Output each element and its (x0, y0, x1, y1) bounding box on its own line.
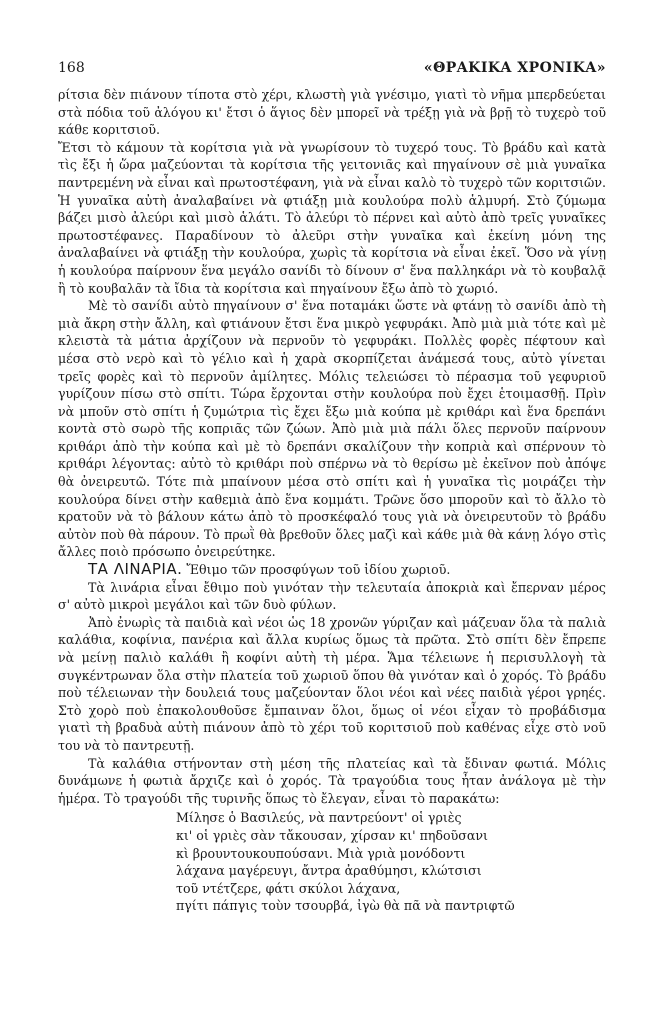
verse-line: λάχανα μαγέρευγι, ἄντρα ἀραθύμησι, κλώτσισι (176, 863, 482, 879)
paragraph-2: Ἔτσι τὸ κάμουν τὰ κορίτσια γιὰ νὰ γνωρίσουν τὸ τυχερό τους. Τὸ βράδυ καὶ κατὰ τὶς ἔξι ἡ ὥρα μαζεύονται τὰ κορίτσια τῆς γειτονιᾶς καὶ πηγαίνουν σὲ μιὰ γυναῖκα παντρεμένη νὰ εἶναι καὶ πρωτοστέφανη, γιὰ νὰ εἶναι καλὸ τὸ τυχερὸ τῶν κοριτσιῶν. Ἡ γυναῖκα αὐτὴ ἀναλαβαίνει νὰ φτιάξῃ μιὰ κουλούρα πολὺ ἁλμυρή. Στὸ ζύμωμα βάζει μισὸ ἀλεύρι καὶ μισὸ ἁλάτι. Τὸ ἀλεύρι τὸ πέρνει καὶ αὐτὸ ἀπὸ τρεῖς γυναῖκες πρωτοστέφανες. Παραδίνουν τὸ ἀλεῦρι στὴν γυναῖκα καὶ ἐκείνη μόνη της ἀναλαβαίνει νὰ φτιάξῃ τὴν κουλούρα, χωρὶς τὰ κορίτσια νὰ εἶναι ἐκεῖ. Ὅσο νὰ γίνῃ ἡ κουλούρα παίρνουν ἕνα μεγάλο σανίδι τὸ δίνουν σ' ἕνα παλληκάρι νὰ τὸ κουβαλᾷ ἢ τὸ κουβαλᾶν τὰ ἴδια τὰ κορίτσια καὶ πηγαίνουν ἔξω ἀπὸ τὸ χωριό. (58, 139, 606, 296)
verse-line: κὶ βρουντουκουπούσανι. Μιὰ γριὰ μονόδοντι (176, 845, 466, 861)
verse-line: κι' οἱ γριὲς σὰν τἄκουσαν, χίρσαν κι' πηδοῦσανι (176, 827, 488, 843)
section-heading-subtitle: Ἔθιμο τῶν προσφύγων τοῦ ἰδίου χωριοῦ. (182, 562, 451, 578)
document-page (58, 60, 606, 915)
verse-line: πγίτι πάπγις τοὺν τσουρβά, ἰγὼ θὰ πᾶ νὰ παντριφτῶ (176, 898, 515, 914)
section-heading: ΤΑ ΛΙΝΑΡΙΑ. (88, 560, 183, 579)
body-text (58, 86, 606, 807)
song-verses (176, 809, 606, 915)
verse-line: τοῦ ντέτζερε, φάτι σκύλοι λάχανα, (176, 880, 401, 896)
page-number: 168 (58, 60, 85, 76)
section-paragraph-2: Ἀπὸ ἐνωρὶς τὰ παιδιὰ καὶ νέοι ὡς 18 χρονῶν γύριζαν καὶ μάζευαν ὅλα τὰ παλιὰ καλάθια, κοφίνια, πανέρια καὶ ἄλλα κυρίως ὅμως τὰ πρῶτα. Στὸ σπίτι δὲν ἔπρεπε νὰ μείνῃ παλιὸ καλάθι ἢ κοφίνι αὐτὴ τὴ μέρα. Ἅμα τέλειωνε ἡ περισυλλογὴ τὰ συγκέντρωναν ὅλα στὴν πλατεία τοῦ χωριοῦ ὅπου θὰ γινόταν καὶ ὁ χορός. Τὸ βράδυ ποὺ τέλειωναν τὴν δουλειά τους μαζεύονταν ὅλοι νέοι καὶ νέες παιδιὰ γέροι γρηές. Στὸ χορὸ ποὺ ἐπακολουθοῦσε ἔμπαιναν ὅλοι, ὅμως οἱ νέοι εἶχαν τὸ προβάδισμα γιατὶ τὴ βραδυὰ αὐτὴ πιάνουν ἀπὸ τὸ χέρι τοῦ κοριτσιοῦ ποὺ καθένας εἶχε στὸ νοῦ του νὰ τὸ παντρευτῇ. (58, 614, 606, 753)
section-paragraph-3: Τὰ καλάθια στήνονταν στὴ μέση τῆς πλατείας καὶ τὰ ἔδιναν φωτιά. Μόλις δυνάμωνε ἡ φωτιὰ ἄρχιζε καὶ ὁ χορός. Τὰ τραγούδια τους ἦταν ἀνάλογα μὲ τὴν ἡμέρα. Τὸ τραγούδι τῆς τυρινῆς ὅπως τὸ ἔλεγαν, εἶναι τὸ παρακάτω: (58, 755, 606, 806)
verse-line: Μίλησε ὁ Βασιλεύς, νὰ παντρεύοντ' οἱ γριὲς (176, 810, 462, 826)
paragraph-3: Μὲ τὸ σανίδι αὐτὸ πηγαίνουν σ' ἕνα ποταμάκι ὥστε νὰ φτάνῃ τὸ σανίδι ἀπὸ τὴ μιὰ ἄκρη στὴν ἄλλη, καὶ φτιάνουν ἔτσι ἕνα μικρὸ γεφυράκι. Ἀπὸ μιὰ μιὰ τότε καὶ μὲ κλειστὰ τὰ μάτια ἀρχίζουν νὰ περνοῦν τὸ γεφυράκι. Πολλὲς φορὲς πέφτουν καὶ μέσα στὸ νερὸ καὶ τὸ γέλιο καὶ ἡ χαρὰ σκορπίζεται ἀνάμεσά τους, αὐτὸ γίνεται τρεῖς φορὲς καὶ τὸ περνοῦν ἀμίλητες. Μόλις τελειώσει τὸ πέρασμα τοῦ γεφυριοῦ γυρίζουν πίσω στὸ σπίτι. Τώρα ἔρχονται στὴν κουλούρα ποὺ ἔχει ἑτοιμασθῇ. Πρὶν νὰ μποῦν στὸ σπίτι ἡ ζυμώτρια τὶς ἔχει ἔξω μιὰ κούπα μὲ κριθάρι καὶ ἕνα δρεπάνι κοντὰ στὸ σωρὸ τῆς κοπριᾶς τῶν ζώων. Ἀπὸ μιὰ μιὰ πάλι ὅλες περνοῦν παίρνουν κριθάρι ἀπὸ τὴν κούπα καὶ μὲ τὸ δρεπάνι σκαλίζουν τὴν κοπριὰ καὶ σπέρνουν τὸ κριθάρι λέγοντας: αὐτὸ τὸ κριθάρι ποὺ σπέρνω νὰ τὸ θερίσω μὲ ἐκεῖνον ποὺ ἀπόψε θὰ ὀνειρευτῶ. Τότε πιὰ μπαίνουν μέσα στὸ σπίτι καὶ ἡ γυναῖκα τὶς μοιράζει τὴν κουλούρα δίνει στὴν καθεμιὰ ἀπὸ ἕνα κομμάτι. Τρῶνε ὅσο μποροῦν καὶ τὸ ἄλλο τὸ κρατοῦν νὰ τὸ βάλουν κάτω ἀπὸ τὸ προσκέφαλό τους γιὰ νὰ ὀνειρευτοῦν τὸ βράδυ αὐτὸν ποὺ θὰ πάρουν. Τὸ πρωῒ θὰ βρεθοῦν ὅλες μαζὶ καὶ κάθε μιὰ θὰ κάνῃ λόγο στὶς ἄλλες ποιὸ πρόσωπο ὀνειρεύτηκε. (58, 298, 606, 560)
page-header (58, 60, 606, 86)
paragraph-1: ρίτσια δὲν πιάνουν τίποτα στὸ χέρι, κλωστὴ γιὰ γνέσιμο, γιατὶ τὸ νῆμα μπερδεύεται στὰ πόδια τοῦ ἀλόγου κι' ἔτσι ὁ ἅγιος δὲν μπορεῖ νὰ τρέξῃ γιὰ νὰ βρῇ τὸ τυχερὸ τοῦ κάθε κοριτσιοῦ. (58, 87, 606, 138)
section-heading-line (58, 561, 606, 579)
journal-title: «ΘΡΑΚΙΚΑ ΧΡΟΝΙΚΑ» (423, 60, 606, 76)
section-paragraph-1: Τὰ λινάρια εἶναι ἔθιμο ποὺ γινόταν τὴν τελευταία ἀποκριὰ καὶ ἔπερναν μέρος σ' αὐτὸ μικροὶ μεγάλοι καὶ τῶν δυὸ φύλων. (58, 579, 606, 613)
